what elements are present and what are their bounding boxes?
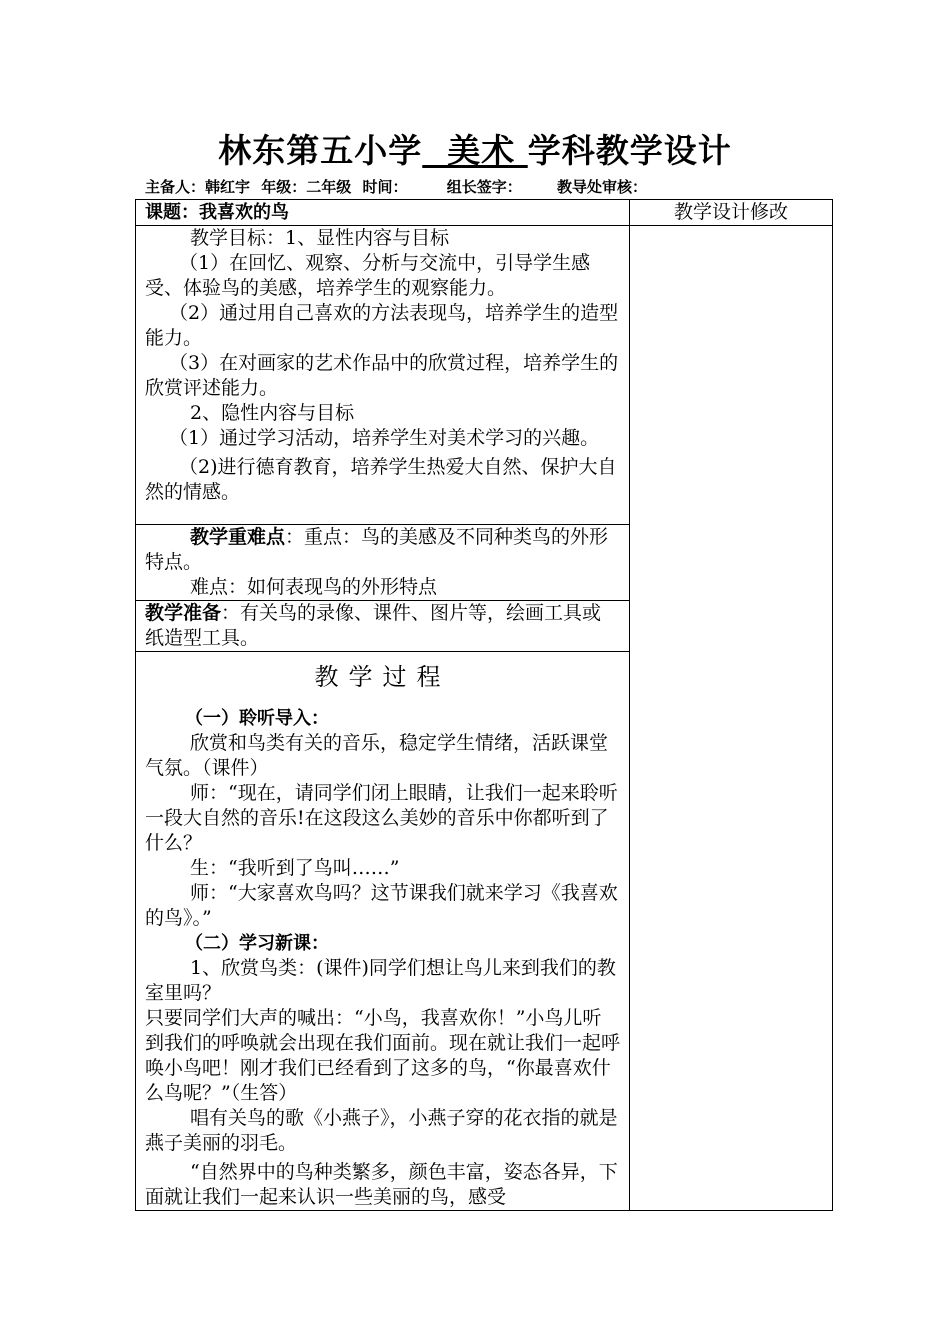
process-line: 欣赏和鸟类有关的音乐，稳定学生情绪，活跃课堂气氛。（课件）	[145, 732, 609, 779]
key-points-cell	[136, 525, 630, 601]
lesson-title: 课题：我喜欢的鸟	[136, 200, 630, 226]
subject-name: 美术	[422, 131, 528, 170]
prep-label: 教学准备	[145, 602, 222, 624]
revision-header: 教学设计修改	[630, 200, 833, 226]
school-name: 林东第五小学	[218, 131, 423, 170]
key-points-label: 教学重难点	[190, 526, 286, 548]
document-title	[0, 126, 950, 176]
goal-line: （3）在对画家的艺术作品中的欣赏过程，培养学生的欣赏评述能力。	[145, 352, 619, 399]
process-line: 1、欣赏鸟类：(课件)同学们想让鸟儿来到我们的教室里吗？	[145, 957, 616, 1004]
goal-line: 2、隐性内容与目标	[190, 402, 355, 424]
group-sign-label: 组长签字：	[446, 178, 522, 196]
process-line: 唱有关鸟的歌《小燕子》，小燕子穿的花衣指的就是燕子美丽的羽毛。	[145, 1107, 618, 1154]
goal-line: （1）通过学习活动，培养学生对美术学习的兴趣。	[169, 427, 600, 449]
process-line: 生：“我听到了鸟叫……”	[190, 857, 400, 879]
goals-cell	[136, 226, 630, 525]
meta-line	[145, 177, 647, 197]
prep-text: ：有关鸟的录像、课件、图片等，绘画工具或纸造型工具。	[145, 602, 602, 649]
revision-cell	[630, 226, 833, 1211]
grade: 年级：二年级	[261, 178, 352, 196]
process-heading: （一）聆听导入：	[185, 708, 329, 729]
process-title: 教学过程	[314, 663, 451, 691]
difficulty-text: 难点：如何表现鸟的外形特点	[190, 576, 438, 598]
title-suffix: 学科教学设计	[527, 131, 732, 170]
title-row	[136, 200, 833, 226]
process-line: 师：“现在，请同学们闭上眼睛，让我们一起来聆听一段大自然的音乐!在这段这么美妙的音乐中你都听到了什么？	[145, 782, 618, 854]
process-line: “自然界中的鸟种类繁多，颜色丰富，姿态各异，下面就让我们一起来认识一些美丽的鸟，感受	[145, 1161, 618, 1208]
goals-row	[136, 226, 833, 525]
process-cell	[136, 652, 630, 1211]
prep-cell	[136, 601, 630, 652]
office-review-label: 教导处审核：	[557, 178, 648, 196]
preparer: 主备人：韩红宇	[145, 178, 251, 196]
lesson-table	[135, 199, 833, 1211]
key-points-text: ：重点：鸟的美感及不同种类鸟的外形特点。	[145, 526, 609, 573]
goal-line: （2)进行德育教育，培养学生热爱大自然、保护大自然的情感。	[145, 456, 617, 503]
time-label: 时间：	[362, 178, 408, 196]
process-line: 师：“大家喜欢鸟吗？这节课我们就来学习《我喜欢的鸟》。”	[145, 882, 618, 929]
process-line: 只要同学们大声的喊出：“小鸟，我喜欢你！”小鸟儿听到我们的呼唤就会出现在我们面前。现在就让我们一起呼唤小鸟吧！刚才我们已经看到了这多的鸟，“你最喜欢什么鸟呢？”（生答）	[145, 1007, 621, 1104]
process-heading: （二）学习新课：	[185, 933, 329, 954]
goal-line: （2）通过用自己喜欢的方法表现鸟，培养学生的造型能力。	[145, 302, 619, 349]
goal-line: （1）在回忆、观察、分析与交流中，引导学生感受、体验鸟的美感，培养学生的观察能力。	[145, 252, 591, 299]
goal-line: 教学目标：1、显性内容与目标	[190, 227, 450, 249]
